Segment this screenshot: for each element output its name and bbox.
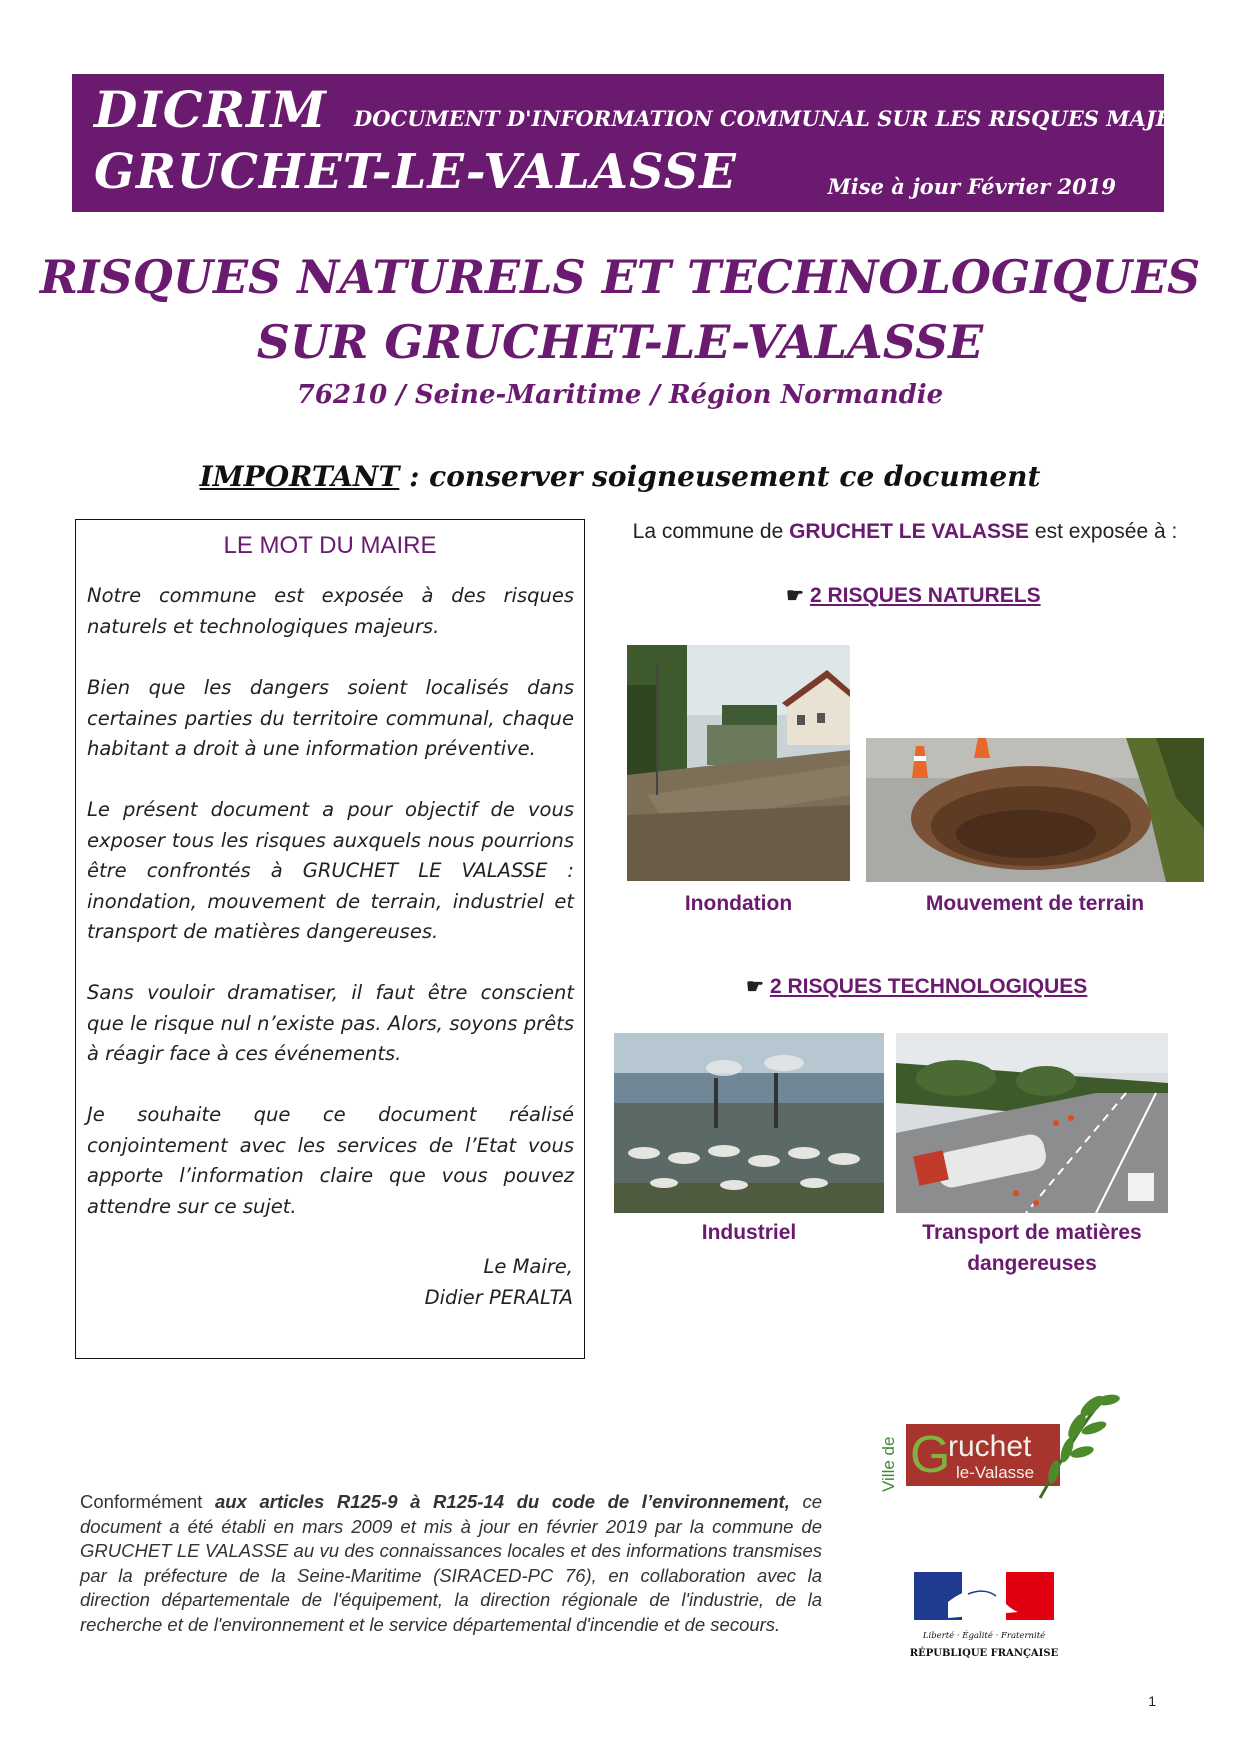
republique-francaise-logo xyxy=(908,1572,1058,1667)
industrial-photo xyxy=(614,1033,884,1213)
dicrim-title: DICRIM xyxy=(94,80,327,139)
header-banner xyxy=(72,74,1223,212)
logo-name: ruchet xyxy=(948,1430,1032,1463)
section-label: 2 RISQUES NATURELS xyxy=(809,584,1041,607)
main-title-line2: SUR GRUCHET-LE-VALASSE xyxy=(256,315,984,369)
legal-notice xyxy=(80,1490,822,1637)
town-name: GRUCHET LE VALASSE xyxy=(789,520,1030,543)
page-number: 1 xyxy=(1148,1693,1156,1709)
town-title: GRUCHET-LE-VALASSE xyxy=(94,144,737,200)
risk-caption-industrial: Industriel xyxy=(701,1221,797,1244)
tech-risks-heading xyxy=(746,974,1087,999)
intro-text: La commune de xyxy=(632,520,790,543)
mayor-paragraph: Le présent document a pour objectif de vous exposer tous les risques auxquels nous pourrions être confrontés à GRUCHET LE VALASSE : inondation, mouvement de terrain, industriel et transport de matières dangereuses. xyxy=(87,798,574,943)
update-date: Mise à jour Février 2019 xyxy=(827,174,1116,199)
risk-caption-transport-line2: dangereuses xyxy=(967,1252,1097,1275)
main-title-line1: RISQUES NATURELS ET TECHNOLOGIQUES xyxy=(39,250,1201,304)
pointing-hand-icon: ☛ xyxy=(746,976,764,998)
flood-photo xyxy=(627,645,850,881)
mayor-paragraph: Notre commune est exposée à des risques naturels et technologiques majeurs. xyxy=(87,584,574,638)
mayor-paragraph: Bien que les dangers soient localisés dans certaines parties du territoire communal, chaque habitant a droit à une information préventive. xyxy=(87,676,574,760)
republic-motto: Liberté · Égalité · Fraternité xyxy=(922,1631,1046,1641)
exposure-intro xyxy=(620,520,1190,544)
transport-photo xyxy=(896,1033,1168,1213)
landslide-photo xyxy=(866,738,1204,882)
important-text: : conserver soigneusement ce document xyxy=(399,460,1041,493)
mayor-paragraph: Sans vouloir dramatiser, il faut être conscient que le risque nul n’existe pas. Alors, soyons prêts à réagir face à ces événements. xyxy=(87,981,574,1065)
location-subtitle: 76210 / Seine-Maritime / Région Normandie xyxy=(296,380,944,410)
risk-caption-flood: Inondation xyxy=(684,892,793,915)
mayor-paragraph: Je souhaite que ce document réalisé conjointement avec les services de l’Etat vous apporte l’information claire que vous pouvez attendre sur ce sujet. xyxy=(87,1103,574,1218)
logo-vertical-text: Ville de xyxy=(879,1436,898,1492)
natural-risks-heading xyxy=(786,583,1041,608)
risk-caption-transport-line1: Transport de matières xyxy=(922,1221,1142,1244)
mayor-heading: LE MOT DU MAIRE xyxy=(223,532,437,559)
important-notice xyxy=(0,460,1240,493)
important-label: IMPORTANT xyxy=(199,460,400,493)
document-type: DOCUMENT D'INFORMATION COMMUNAL SUR LES RISQUES MAJEURS xyxy=(354,106,1223,131)
intro-text: est exposée à : xyxy=(1029,520,1178,543)
republic-name: RÉPUBLIQUE FRANÇAISE xyxy=(909,1648,1058,1659)
legal-text: ce document a été établi en mars 2009 et mis à jour en février 2019 par la commune de GRUCHET LE VALASSE au vu des connaissances locales et des informations transmises par la préfecture de la Seine-Maritime (SIRACED-PC 76), en collaboration avec la direction départementale de l'équipement, la direction régionale de l'industrie, de la recherche et de l'environnement et le service départemental d'incendie et de secours. xyxy=(80,1491,822,1635)
pointing-hand-icon: ☛ xyxy=(786,585,804,607)
mayor-message-box xyxy=(75,519,585,1359)
town-logo xyxy=(872,1390,1132,1500)
signature-name: Didier PERALTA xyxy=(424,1286,573,1309)
logo-subname: le-Valasse xyxy=(956,1463,1035,1482)
legal-text: Conformément xyxy=(80,1491,215,1512)
legal-articles: aux articles R125-9 à R125-14 du code de l’environnement, xyxy=(214,1491,790,1512)
logo-letter: G xyxy=(910,1426,951,1484)
section-label: 2 RISQUES TECHNOLOGIQUES xyxy=(769,975,1088,998)
signature-role: Le Maire, xyxy=(483,1255,573,1278)
risk-caption-landslide: Mouvement de terrain xyxy=(925,892,1145,915)
